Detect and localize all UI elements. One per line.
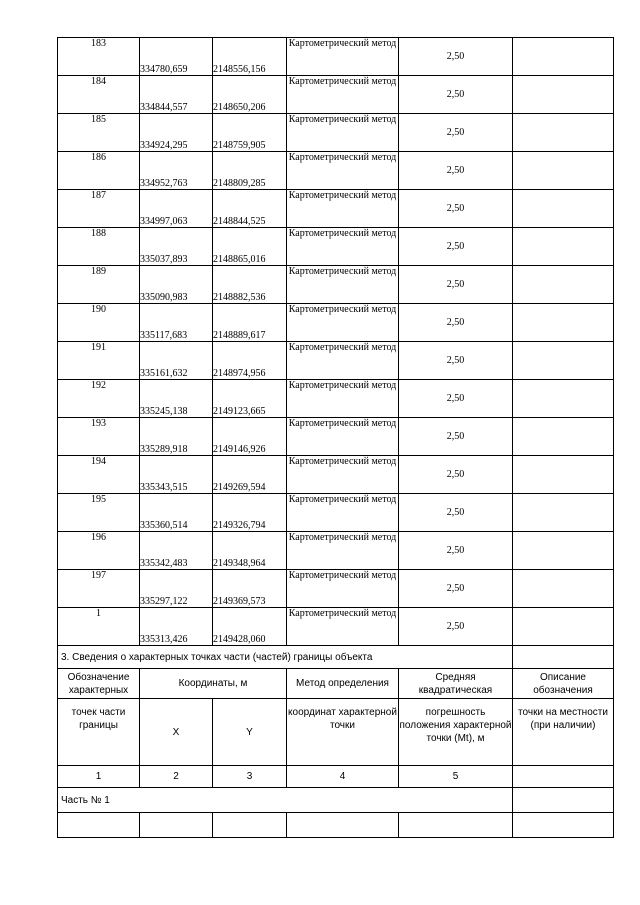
point-y: 2148556,156 bbox=[213, 38, 287, 76]
point-number: 196 bbox=[58, 532, 140, 570]
point-x: 335342,483 bbox=[140, 532, 213, 570]
point-description bbox=[513, 380, 614, 418]
point-description bbox=[513, 38, 614, 76]
table-row bbox=[58, 532, 614, 570]
point-x: 334997,063 bbox=[140, 190, 213, 228]
point-y: 2149348,964 bbox=[213, 532, 287, 570]
point-method: Картометрический метод bbox=[287, 38, 399, 76]
column-number-5: 5 bbox=[399, 766, 513, 788]
point-x: 335245,138 bbox=[140, 380, 213, 418]
point-accuracy: 2,50 bbox=[399, 418, 513, 456]
header-description-bottom-cell bbox=[513, 699, 614, 766]
point-description bbox=[513, 114, 614, 152]
point-x: 335297,122 bbox=[140, 570, 213, 608]
point-accuracy: 2,50 bbox=[399, 266, 513, 304]
point-number: 192 bbox=[58, 380, 140, 418]
point-x: 335037,893 bbox=[140, 228, 213, 266]
point-accuracy: 2,50 bbox=[399, 304, 513, 342]
point-y: 2149428,060 bbox=[213, 608, 287, 646]
header-y: Y bbox=[213, 699, 287, 766]
point-method: Картометрический метод bbox=[287, 114, 399, 152]
point-x: 335313,426 bbox=[140, 608, 213, 646]
point-accuracy: 2,50 bbox=[399, 38, 513, 76]
point-x: 334780,659 bbox=[140, 38, 213, 76]
section-3 bbox=[58, 646, 614, 838]
table-row bbox=[58, 608, 614, 646]
point-description bbox=[513, 456, 614, 494]
table-row bbox=[58, 228, 614, 266]
header-row-top bbox=[58, 669, 614, 699]
header-designation-bottom-cell bbox=[58, 699, 140, 766]
point-method: Картометрический метод bbox=[287, 304, 399, 342]
part-label: Часть № 1 bbox=[58, 788, 513, 813]
point-x: 335090,983 bbox=[140, 266, 213, 304]
table-row bbox=[58, 114, 614, 152]
point-y: 2148759,905 bbox=[213, 114, 287, 152]
point-method: Картометрический метод bbox=[287, 418, 399, 456]
point-method: Картометрический метод bbox=[287, 494, 399, 532]
point-x: 334952,763 bbox=[140, 152, 213, 190]
point-number: 183 bbox=[58, 38, 140, 76]
header-x: X bbox=[140, 699, 213, 766]
point-number: 189 bbox=[58, 266, 140, 304]
header-coordinates: Координаты, м bbox=[140, 669, 287, 699]
point-number: 188 bbox=[58, 228, 140, 266]
point-number: 186 bbox=[58, 152, 140, 190]
column-number-empty bbox=[513, 766, 614, 788]
header-designation-top: Обозначение характерных bbox=[58, 669, 140, 699]
point-y: 2149146,926 bbox=[213, 418, 287, 456]
point-method: Картометрический метод bbox=[287, 380, 399, 418]
table-row bbox=[58, 76, 614, 114]
point-accuracy: 2,50 bbox=[399, 190, 513, 228]
point-method: Картометрический метод bbox=[287, 228, 399, 266]
point-description bbox=[513, 228, 614, 266]
point-method: Картометрический метод bbox=[287, 152, 399, 190]
point-y: 2148865,016 bbox=[213, 228, 287, 266]
point-description bbox=[513, 266, 614, 304]
point-description bbox=[513, 152, 614, 190]
point-method: Картометрический метод bbox=[287, 76, 399, 114]
point-description bbox=[513, 570, 614, 608]
point-number: 190 bbox=[58, 304, 140, 342]
point-number: 187 bbox=[58, 190, 140, 228]
point-number: 1 bbox=[58, 608, 140, 646]
point-description bbox=[513, 608, 614, 646]
section-title-empty-cell bbox=[513, 646, 614, 669]
column-number-row bbox=[58, 766, 614, 788]
table-row bbox=[58, 190, 614, 228]
point-accuracy: 2,50 bbox=[399, 228, 513, 266]
point-y: 2148882,536 bbox=[213, 266, 287, 304]
table-row bbox=[58, 418, 614, 456]
point-accuracy: 2,50 bbox=[399, 494, 513, 532]
empty-cell bbox=[287, 813, 399, 838]
column-number-3: 3 bbox=[213, 766, 287, 788]
point-method: Картометрический метод bbox=[287, 456, 399, 494]
column-number-2: 2 bbox=[140, 766, 213, 788]
point-number: 197 bbox=[58, 570, 140, 608]
empty-cell bbox=[58, 813, 140, 838]
table-row bbox=[58, 152, 614, 190]
header-row-bottom bbox=[58, 699, 614, 766]
empty-cell bbox=[213, 813, 287, 838]
point-x: 335360,514 bbox=[140, 494, 213, 532]
point-y: 2148650,206 bbox=[213, 76, 287, 114]
table-row bbox=[58, 38, 614, 76]
part-row-empty-cell bbox=[513, 788, 614, 813]
point-accuracy: 2,50 bbox=[399, 456, 513, 494]
table-row bbox=[58, 342, 614, 380]
point-accuracy: 2,50 bbox=[399, 380, 513, 418]
point-method: Картометрический метод bbox=[287, 608, 399, 646]
header-method-top: Метод определения bbox=[287, 669, 399, 699]
point-description bbox=[513, 76, 614, 114]
point-y: 2148844,525 bbox=[213, 190, 287, 228]
point-y: 2148974,956 bbox=[213, 342, 287, 380]
part-row bbox=[58, 788, 614, 813]
point-y: 2149369,573 bbox=[213, 570, 287, 608]
point-y: 2149326,794 bbox=[213, 494, 287, 532]
point-number: 184 bbox=[58, 76, 140, 114]
table-row bbox=[58, 456, 614, 494]
point-x: 335161,632 bbox=[140, 342, 213, 380]
point-accuracy: 2,50 bbox=[399, 570, 513, 608]
point-method: Картометрический метод bbox=[287, 342, 399, 380]
table-row bbox=[58, 494, 614, 532]
point-x: 335343,515 bbox=[140, 456, 213, 494]
point-description bbox=[513, 418, 614, 456]
point-accuracy: 2,50 bbox=[399, 342, 513, 380]
header-accuracy-bottom: погрешность положения характерной точки (Mt), м bbox=[399, 707, 512, 744]
point-accuracy: 2,50 bbox=[399, 152, 513, 190]
point-method: Картометрический метод bbox=[287, 570, 399, 608]
point-description bbox=[513, 304, 614, 342]
point-number: 195 bbox=[58, 494, 140, 532]
point-y: 2149123,665 bbox=[213, 380, 287, 418]
point-x: 335117,683 bbox=[140, 304, 213, 342]
empty-cell bbox=[140, 813, 213, 838]
point-accuracy: 2,50 bbox=[399, 532, 513, 570]
point-y: 2148809,285 bbox=[213, 152, 287, 190]
point-accuracy: 2,50 bbox=[399, 114, 513, 152]
point-method: Картометрический метод bbox=[287, 190, 399, 228]
table-row bbox=[58, 570, 614, 608]
section-title-row bbox=[58, 646, 614, 669]
point-y: 2149269,594 bbox=[213, 456, 287, 494]
point-y: 2148889,617 bbox=[213, 304, 287, 342]
point-x: 334844,557 bbox=[140, 76, 213, 114]
header-description-bottom: точки на местности (при наличии) bbox=[518, 707, 608, 731]
point-description bbox=[513, 342, 614, 380]
point-x: 334924,295 bbox=[140, 114, 213, 152]
header-method-bottom: координат характерной точки bbox=[288, 707, 397, 731]
table-row bbox=[58, 380, 614, 418]
point-number: 191 bbox=[58, 342, 140, 380]
column-number-4: 4 bbox=[287, 766, 399, 788]
point-accuracy: 2,50 bbox=[399, 76, 513, 114]
empty-row bbox=[58, 813, 614, 838]
header-description-top: Описание обозначения bbox=[513, 669, 614, 699]
point-description bbox=[513, 532, 614, 570]
section-title: 3. Сведения о характерных точках части (частей) границы объекта bbox=[58, 646, 513, 669]
header-accuracy-bottom-cell bbox=[399, 699, 513, 766]
point-number: 193 bbox=[58, 418, 140, 456]
point-number: 194 bbox=[58, 456, 140, 494]
empty-cell bbox=[513, 813, 614, 838]
table-row bbox=[58, 304, 614, 342]
points-table-body bbox=[58, 38, 614, 646]
table-row bbox=[58, 266, 614, 304]
boundary-points-table bbox=[57, 37, 614, 838]
header-method-bottom-cell bbox=[287, 699, 399, 766]
point-description bbox=[513, 494, 614, 532]
header-designation-bottom: точек части границы bbox=[71, 707, 126, 731]
point-number: 185 bbox=[58, 114, 140, 152]
document-page bbox=[57, 37, 613, 838]
point-x: 335289,918 bbox=[140, 418, 213, 456]
point-method: Картометрический метод bbox=[287, 266, 399, 304]
point-accuracy: 2,50 bbox=[399, 608, 513, 646]
header-accuracy-top: Средняя квадратическая bbox=[399, 669, 513, 699]
point-method: Картометрический метод bbox=[287, 532, 399, 570]
empty-cell bbox=[399, 813, 513, 838]
point-description bbox=[513, 190, 614, 228]
column-number-1: 1 bbox=[58, 766, 140, 788]
